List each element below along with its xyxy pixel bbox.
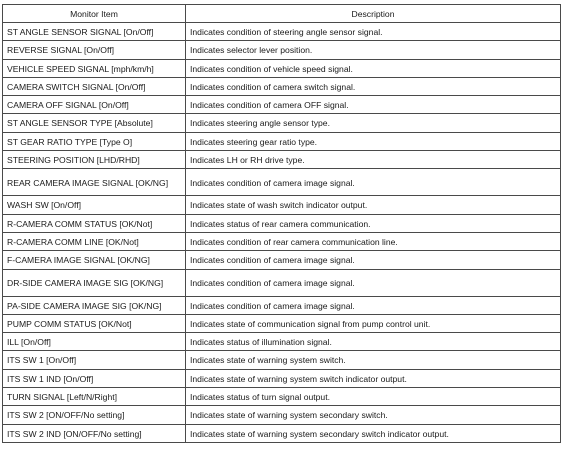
- monitor-item-cell: CAMERA OFF SIGNAL [On/Off]: [3, 96, 186, 114]
- monitor-item-cell: F-CAMERA IMAGE SIGNAL [OK/NG]: [3, 251, 186, 269]
- table-row: [3, 151, 561, 169]
- table-row: [3, 351, 561, 369]
- table-row: [3, 406, 561, 424]
- column-header-monitor-item: Monitor Item: [3, 5, 186, 23]
- description-cell: Indicates condition of vehicle speed signal.: [186, 59, 561, 77]
- table-row: [3, 232, 561, 250]
- monitor-item-cell: ILL [On/Off]: [3, 333, 186, 351]
- description-cell: Indicates condition of camera image signal.: [186, 269, 561, 296]
- monitor-item-cell: REVERSE SIGNAL [On/Off]: [3, 41, 186, 59]
- table-row: [3, 369, 561, 387]
- table-row: [3, 388, 561, 406]
- description-cell: Indicates state of warning system switch.: [186, 351, 561, 369]
- description-cell: Indicates selector lever position.: [186, 41, 561, 59]
- table-row: [3, 41, 561, 59]
- monitor-item-cell: ST ANGLE SENSOR TYPE [Absolute]: [3, 114, 186, 132]
- table-row: [3, 333, 561, 351]
- description-cell: Indicates condition of camera image signal.: [186, 296, 561, 314]
- description-cell: Indicates state of wash switch indicator output.: [186, 196, 561, 214]
- description-cell: Indicates status of turn signal output.: [186, 388, 561, 406]
- monitor-item-cell: PA-SIDE CAMERA IMAGE SIG [OK/NG]: [3, 296, 186, 314]
- column-header-description: Description: [186, 5, 561, 23]
- monitor-item-cell: DR-SIDE CAMERA IMAGE SIG [OK/NG]: [3, 269, 186, 296]
- description-cell: Indicates state of warning system switch indicator output.: [186, 369, 561, 387]
- table-row: [3, 169, 561, 196]
- monitor-item-cell: R-CAMERA COMM LINE [OK/Not]: [3, 232, 186, 250]
- table-row: [3, 96, 561, 114]
- monitor-item-cell: ST GEAR RATIO TYPE [Type O]: [3, 132, 186, 150]
- monitor-item-cell: ST ANGLE SENSOR SIGNAL [On/Off]: [3, 23, 186, 41]
- table-row: [3, 314, 561, 332]
- monitor-item-cell: PUMP COMM STATUS [OK/Not]: [3, 314, 186, 332]
- monitor-item-cell: ITS SW 1 [On/Off]: [3, 351, 186, 369]
- table-row: [3, 23, 561, 41]
- description-cell: Indicates state of warning system secondary switch.: [186, 406, 561, 424]
- monitor-item-cell: ITS SW 1 IND [On/Off]: [3, 369, 186, 387]
- table-row: [3, 59, 561, 77]
- description-cell: Indicates status of illumination signal.: [186, 333, 561, 351]
- table-row: [3, 269, 561, 296]
- table-row: [3, 296, 561, 314]
- table-row: [3, 424, 561, 442]
- monitor-item-cell: TURN SIGNAL [Left/N/Right]: [3, 388, 186, 406]
- description-cell: Indicates condition of camera image signal.: [186, 251, 561, 269]
- monitor-item-cell: REAR CAMERA IMAGE SIGNAL [OK/NG]: [3, 169, 186, 196]
- monitor-item-cell: VEHICLE SPEED SIGNAL [mph/km/h]: [3, 59, 186, 77]
- monitor-item-cell: WASH SW [On/Off]: [3, 196, 186, 214]
- table-row: [3, 214, 561, 232]
- table-row: [3, 251, 561, 269]
- description-cell: Indicates LH or RH drive type.: [186, 151, 561, 169]
- monitor-item-cell: STEERING POSITION [LHD/RHD]: [3, 151, 186, 169]
- table-row: [3, 132, 561, 150]
- monitor-item-cell: CAMERA SWITCH SIGNAL [On/Off]: [3, 77, 186, 95]
- description-cell: Indicates steering gear ratio type.: [186, 132, 561, 150]
- description-cell: Indicates steering angle sensor type.: [186, 114, 561, 132]
- table-row: [3, 77, 561, 95]
- description-cell: Indicates condition of camera OFF signal.: [186, 96, 561, 114]
- description-cell: Indicates status of rear camera communication.: [186, 214, 561, 232]
- monitor-item-cell: ITS SW 2 IND [ON/OFF/No setting]: [3, 424, 186, 442]
- monitor-item-table: [2, 4, 561, 443]
- table-row: [3, 196, 561, 214]
- description-cell: Indicates condition of camera switch signal.: [186, 77, 561, 95]
- description-cell: Indicates state of warning system secondary switch indicator output.: [186, 424, 561, 442]
- description-cell: Indicates condition of rear camera communication line.: [186, 232, 561, 250]
- description-cell: Indicates condition of camera image signal.: [186, 169, 561, 196]
- table-row: [3, 114, 561, 132]
- description-cell: Indicates condition of steering angle sensor signal.: [186, 23, 561, 41]
- table-header-row: [3, 5, 561, 23]
- description-cell: Indicates state of communication signal from pump control unit.: [186, 314, 561, 332]
- monitor-item-cell: ITS SW 2 [ON/OFF/No setting]: [3, 406, 186, 424]
- monitor-item-cell: R-CAMERA COMM STATUS [OK/Not]: [3, 214, 186, 232]
